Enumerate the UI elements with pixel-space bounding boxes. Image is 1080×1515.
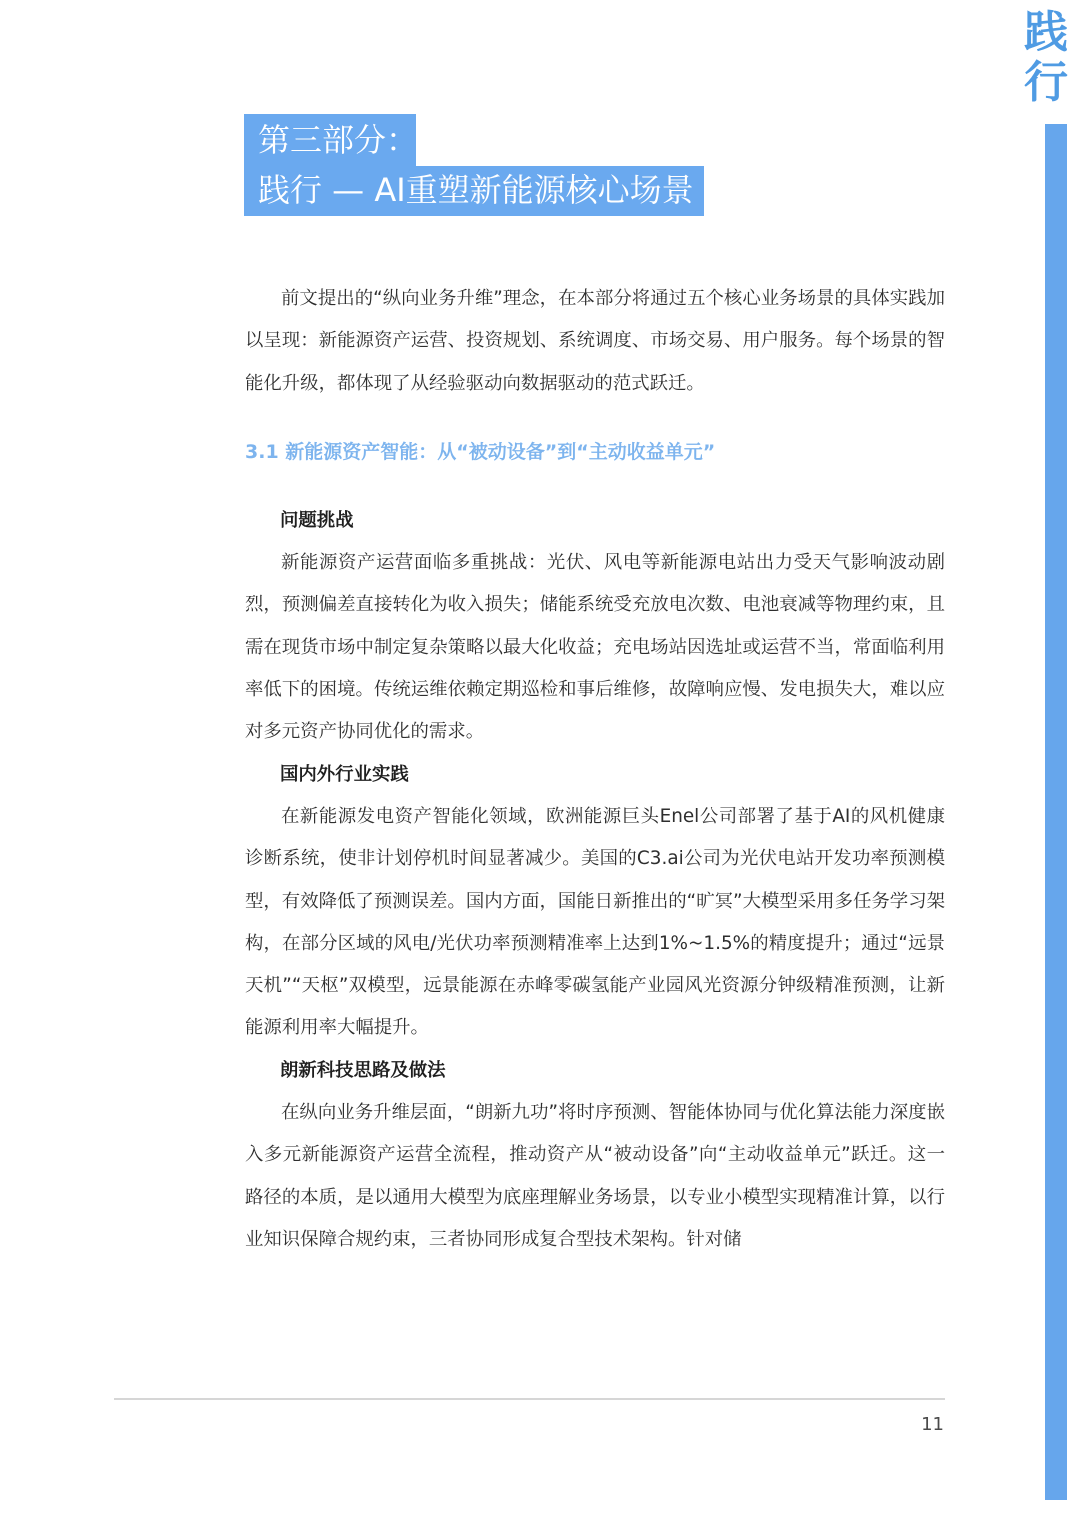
block-paragraph-challenges: 新能源资产运营面临多重挑战：光伏、风电等新能源电站出力受天气影响波动剧烈，预测偏差直接转化为收入损失；储能系统受充放电次数、电池衰减等物理约束，且需在现货市场中制定复杂策略以最大化收益；充电场站因选址或运营不当，常面临利用率低下的困境。传统运维依赖定期巡检和事后维修，故障响应慢、发电损失大，难以应对多元资产协同优化的需求。 xyxy=(245,552,945,743)
section-title-line-2: 践行 — AI重塑新能源核心场景 xyxy=(258,171,694,209)
block-heading-industry-practice: 国内外行业实践 xyxy=(280,764,409,785)
section-title-line-1: 第三部分： xyxy=(258,121,419,159)
block-paragraph-approach: 在纵向业务升维层面，“朗新九功”将时序预测、智能体协同与优化算法能力深度嵌入多元新能源资产运营全流程，推动资产从“被动设备”向“主动收益单元”跃迁。这一路径的本质，是以通用大模型为底座理解业务场景，以专业小模型实现精准计算，以行业知识保障合规约束，三者协同形成复合型技术架构。针对储 xyxy=(245,1102,945,1250)
page-number: 11 xyxy=(921,1414,944,1435)
block-heading-approach: 朗新科技思路及做法 xyxy=(280,1060,446,1081)
side-accent-bar xyxy=(1045,124,1067,1500)
side-tab-label: 践行 xyxy=(1024,7,1068,108)
intro-paragraph: 前文提出的“纵向业务升维”理念，在本部分将通过五个核心业务场景的具体实践加以呈现：新能源资产运营、投资规划、系统调度、市场交易、用户服务。每个场景的智能化升级，都体现了从经验驱动向数据驱动的范式跃迁。 xyxy=(245,288,945,394)
subsection-heading: 3.1 新能源资产智能：从“被动设备”到“主动收益单元” xyxy=(245,441,716,463)
block-paragraph-industry-practice: 在新能源发电资产智能化领域，欧洲能源巨头Enel公司部署了基于AI的风机健康诊断系统，使非计划停机时间显著减少。美国的C3.ai公司为光伏电站开发功率预测模型，有效降低了预测误差。国内方面，国能日新推出的“旷冥”大模型采用多任务学习架构，在部分区域的风电/光伏功率预测精准率上达到1%~1.5%的精度提升；通过“远景天机”“天枢”双模型，远景能源在赤峰零碳氢能产业园风光资源分钟级精准预测，让新能源利用率大幅提升。 xyxy=(245,806,945,1039)
block-heading-challenges: 问题挑战 xyxy=(280,510,354,531)
footer-divider xyxy=(114,1398,945,1400)
